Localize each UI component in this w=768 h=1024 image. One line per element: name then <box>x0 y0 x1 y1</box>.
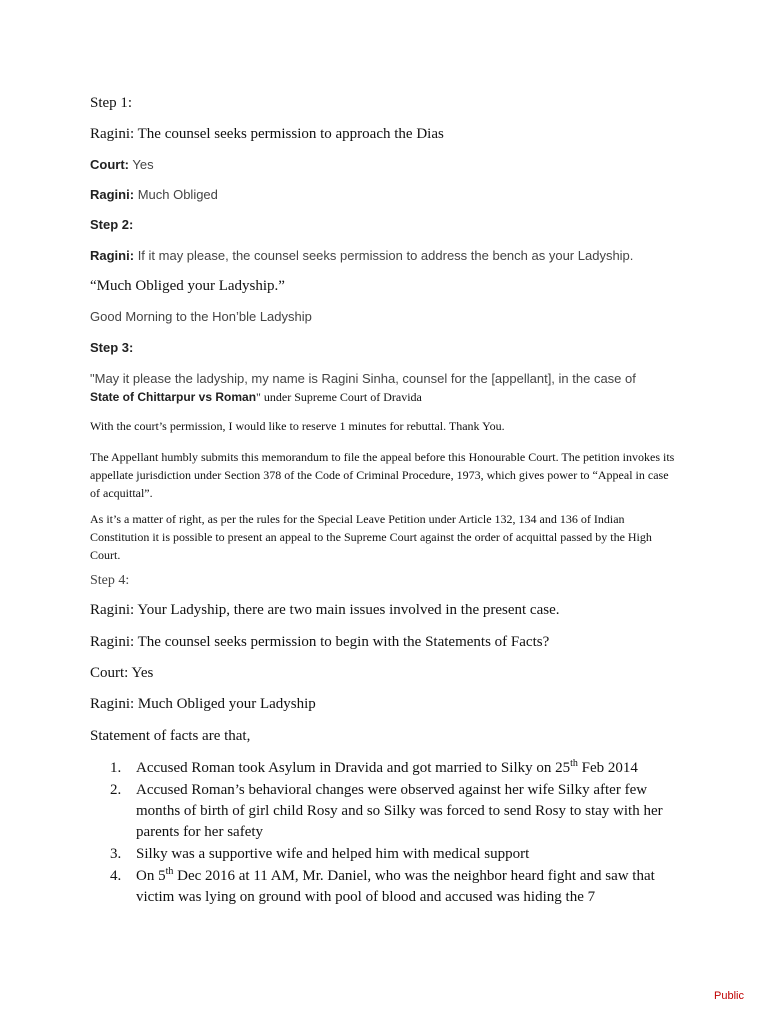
intro-line-2 <box>90 390 422 405</box>
classification-label: Public <box>714 990 744 1002</box>
step-1-line: Ragini: The counsel seeks permission to approach the Dias <box>90 126 444 142</box>
step-1-label: Step 1: <box>90 95 133 111</box>
issues-line: Ragini: Your Ladyship, there are two main issues involved in the present case. <box>90 602 560 618</box>
intro-line-1: "May it please the ladyship, my name is Ragini Sinha, counsel for the [appellant], in the case of <box>90 371 636 386</box>
list-item: 1. Accused Roman took Asylum in Dravida and got married to Silky on 25th Feb 2014 <box>110 758 638 776</box>
facts-request-line: Ragini: The counsel seeks permission to begin with the Statements of Facts? <box>90 634 550 650</box>
court-reply-1 <box>90 157 154 172</box>
case-name: State of Chittarpur vs Roman <box>90 390 257 404</box>
speaker-ragini: Ragini: <box>90 187 135 202</box>
list-item: 4. On 5th Dec 2016 at 11 AM, Mr. Daniel, who was the neighbor heard fight and saw that victim was lying on ground with pool of blood and accused was hiding the 7 <box>110 866 655 905</box>
speaker-ragini: Ragini: <box>90 248 135 263</box>
rebuttal-line: With the court’s permission, I would like to reserve 1 minutes for rebuttal. Thank You. <box>90 419 505 433</box>
list-item: 3. Silky was a supportive wife and helped him with medical support <box>110 846 530 862</box>
ragini-reply-text: Much Obliged <box>137 187 218 202</box>
step-3-label: Step 3: <box>90 340 134 355</box>
ragini-reply-text: If it may please, the counsel seeks permission to address the bench as your Ladyship. <box>137 248 634 263</box>
list-item: 2. Accused Roman’s behavioral changes were observed against her wife Silky after few months of birth of girl child Rosy and so Silky was forced to send Rosy to stay with her parents for her safety <box>110 782 663 840</box>
intro-line-2-rest: " under Supreme Court of Dravida <box>256 390 422 404</box>
quote-much-obliged: “Much Obliged your Ladyship.” <box>90 278 285 294</box>
facts-intro: Statement of facts are that, <box>90 728 251 744</box>
slp-paragraph: As it’s a matter of right, as per the rules for the Special Leave Petition under Article 132, 134 and 136 of Indian Constitution it is possible to present an appeal to the Supreme Court against the order of acquittal passed by the High Court. <box>90 512 652 562</box>
step-4-label: Step 4: <box>90 573 130 588</box>
facts-list <box>90 758 690 909</box>
ragini-reply-2 <box>90 248 633 263</box>
ragini-reply-1 <box>90 187 218 202</box>
appeal-paragraph: The Appellant humbly submits this memorandum to file the appeal before this Honourable Court. The petition invokes its appellate jurisdiction under Section 378 of the Code of Criminal Procedure, 1973, which gives power to “Appeal in case of acquittal”. <box>90 450 675 500</box>
court-reply-text: Yes <box>132 157 154 172</box>
speaker-court: Court: <box>90 157 129 172</box>
ragini-reply-3: Ragini: Much Obliged your Ladyship <box>90 696 316 712</box>
court-reply-2: Court: Yes <box>90 665 154 681</box>
greeting-line: Good Morning to the Hon’ble Ladyship <box>90 309 312 324</box>
step-2-label: Step 2: <box>90 217 134 232</box>
